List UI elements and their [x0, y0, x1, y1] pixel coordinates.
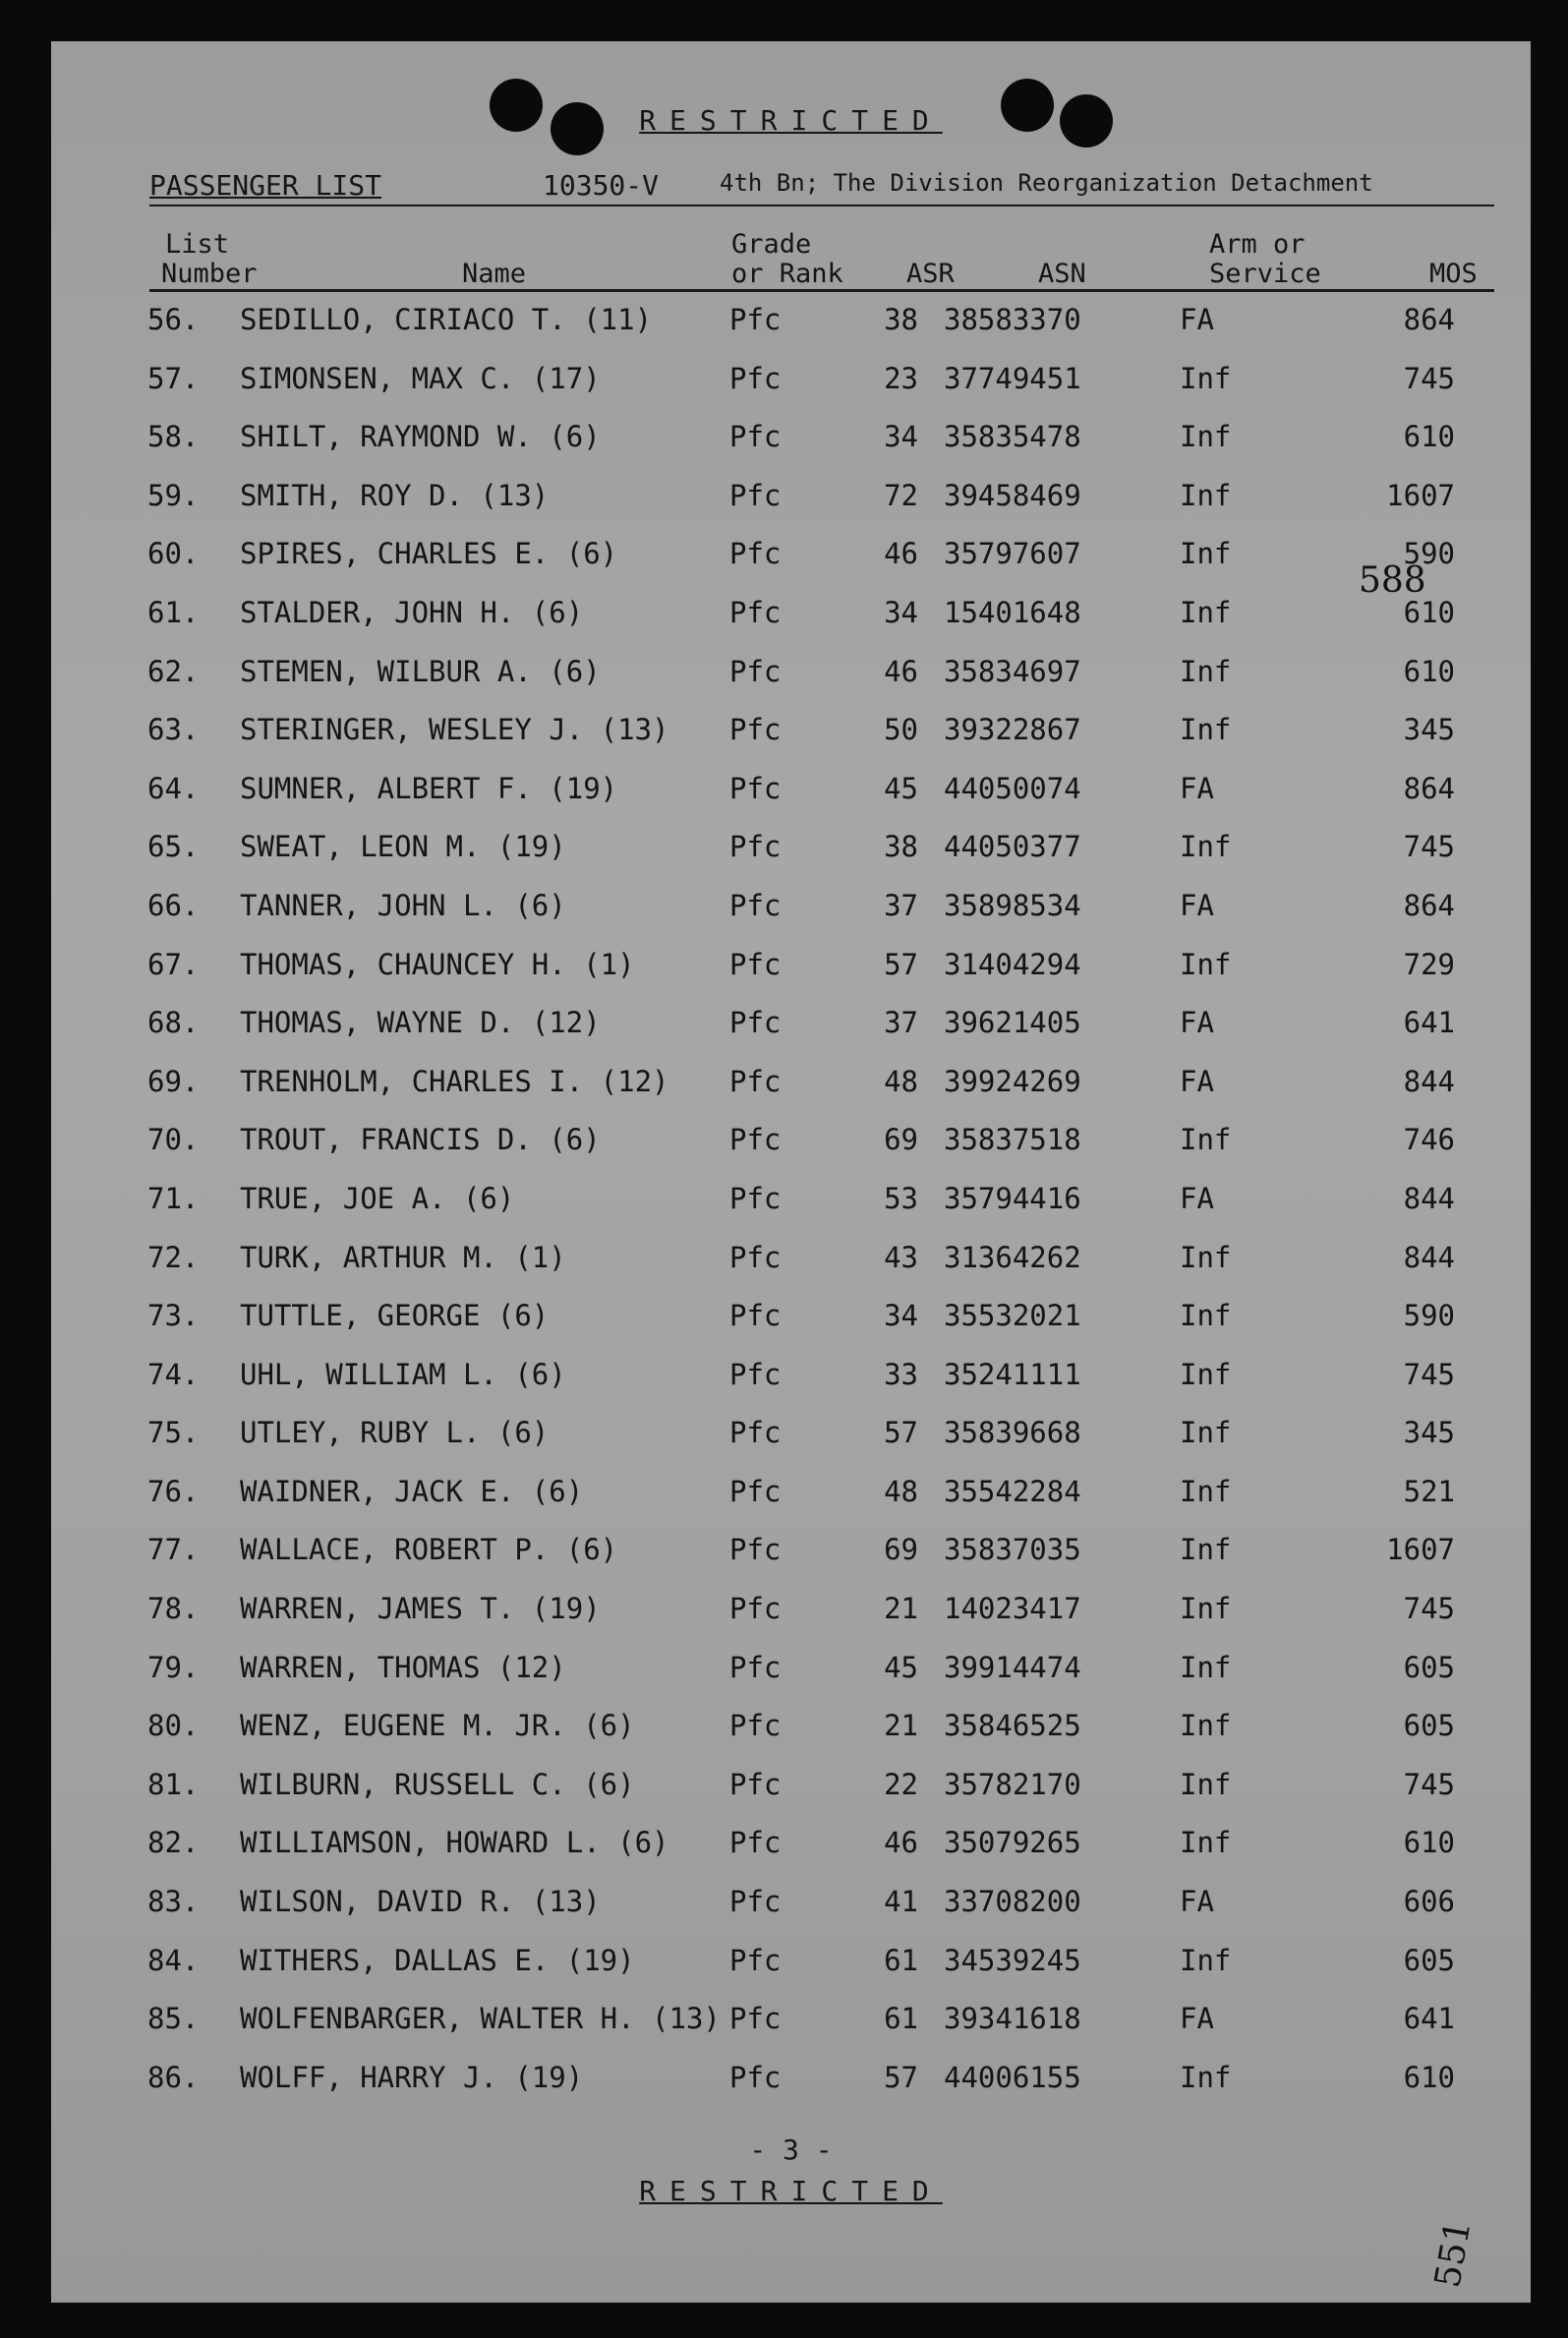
row-number: 82. — [147, 1826, 200, 1860]
row-asr: 69 — [884, 1533, 918, 1567]
row-number: 76. — [147, 1474, 200, 1508]
table-row — [51, 875, 1531, 934]
row-asn: 44050377 — [944, 830, 1081, 864]
row-asn: 39924269 — [944, 1064, 1081, 1098]
row-number: 70. — [147, 1123, 200, 1157]
table-row — [51, 1109, 1531, 1168]
row-grade: Pfc — [729, 1709, 782, 1743]
row-asr: 33 — [884, 1357, 918, 1391]
table-row — [51, 1812, 1531, 1871]
row-arm: Inf — [1180, 1709, 1232, 1743]
row-asn: 35532021 — [944, 1299, 1081, 1333]
row-mos: 1607 — [1386, 1533, 1455, 1567]
row-name: WILSON, DAVID R. (13) — [240, 1885, 601, 1919]
row-grade: Pfc — [729, 830, 782, 864]
row-arm: FA — [1180, 2002, 1214, 2036]
row-arm: Inf — [1180, 1533, 1232, 1567]
row-name: TUTTLE, GEORGE (6) — [240, 1299, 550, 1333]
row-number: 83. — [147, 1885, 200, 1919]
row-asn: 31404294 — [944, 947, 1081, 981]
row-grade: Pfc — [729, 537, 782, 571]
row-mos: 844 — [1403, 1181, 1455, 1215]
row-name: UHL, WILLIAM L. (6) — [240, 1357, 566, 1391]
row-asn: 39621405 — [944, 1006, 1081, 1040]
row-arm: FA — [1180, 1885, 1214, 1919]
passenger-list-header — [149, 169, 1494, 206]
row-grade: Pfc — [729, 771, 782, 805]
row-arm: Inf — [1180, 595, 1232, 629]
row-name: WALLACE, ROBERT P. (6) — [240, 1533, 618, 1567]
col-grade-2: or Rank — [731, 259, 843, 289]
table-row — [51, 2047, 1531, 2106]
row-mos: 1607 — [1386, 478, 1455, 512]
row-asr: 37 — [884, 1006, 918, 1040]
row-asn: 35834697 — [944, 654, 1081, 688]
row-asr: 34 — [884, 595, 918, 629]
row-mos: 746 — [1403, 1123, 1455, 1157]
row-asr: 48 — [884, 1064, 918, 1098]
row-name: WITHERS, DALLAS E. (19) — [240, 1943, 635, 1977]
row-mos: 864 — [1403, 303, 1455, 336]
row-grade: Pfc — [729, 2002, 782, 2036]
row-grade: Pfc — [729, 1006, 782, 1040]
row-asn: 35835478 — [944, 420, 1081, 454]
row-number: 73. — [147, 1299, 200, 1333]
row-arm: Inf — [1180, 1240, 1232, 1274]
page-number: - 3 - — [749, 2133, 833, 2166]
row-asn: 37749451 — [944, 361, 1081, 395]
table-row — [51, 992, 1531, 1051]
table-row — [51, 1227, 1531, 1286]
row-asn: 35542284 — [944, 1474, 1081, 1508]
row-name: STALDER, JOHN H. (6) — [240, 595, 584, 629]
row-arm: Inf — [1180, 1826, 1232, 1860]
row-asr: 57 — [884, 1416, 918, 1450]
row-number: 56. — [147, 303, 200, 336]
row-number: 60. — [147, 537, 200, 571]
row-arm: Inf — [1180, 947, 1232, 981]
row-asr: 37 — [884, 888, 918, 922]
row-name: STERINGER, WESLEY J. (13) — [240, 713, 669, 747]
restricted-top-mark: RESTRICTED — [639, 104, 943, 137]
row-number: 81. — [147, 1767, 200, 1801]
row-arm: Inf — [1180, 1299, 1232, 1333]
document-page — [51, 41, 1531, 2303]
row-mos: 745 — [1403, 361, 1455, 395]
row-grade: Pfc — [729, 595, 782, 629]
row-name: WENZ, EUGENE M. JR. (6) — [240, 1709, 635, 1743]
row-name: SPIRES, CHARLES E. (6) — [240, 537, 618, 571]
row-mos: 590 — [1403, 537, 1455, 571]
table-row — [51, 1930, 1531, 1989]
row-asr: 41 — [884, 1885, 918, 1919]
row-number: 84. — [147, 1943, 200, 1977]
row-mos: 610 — [1403, 2060, 1455, 2094]
row-arm: Inf — [1180, 1123, 1232, 1157]
table-row — [51, 582, 1531, 641]
row-grade: Pfc — [729, 303, 782, 336]
row-number: 75. — [147, 1416, 200, 1450]
row-asn: 39914474 — [944, 1650, 1081, 1684]
row-grade: Pfc — [729, 1943, 782, 1977]
row-name: TRUE, JOE A. (6) — [240, 1181, 515, 1215]
table-row — [51, 289, 1531, 348]
row-mos: 864 — [1403, 771, 1455, 805]
row-name: TROUT, FRANCIS D. (6) — [240, 1123, 601, 1157]
table-row — [51, 1051, 1531, 1110]
row-number: 61. — [147, 595, 200, 629]
row-mos: 844 — [1403, 1240, 1455, 1274]
row-asn: 39322867 — [944, 713, 1081, 747]
row-asn: 35839668 — [944, 1416, 1081, 1450]
row-asr: 34 — [884, 1299, 918, 1333]
row-name: WAIDNER, JACK E. (6) — [240, 1474, 584, 1508]
row-name: THOMAS, CHAUNCEY H. (1) — [240, 947, 635, 981]
row-asr: 23 — [884, 361, 918, 395]
row-asr: 38 — [884, 303, 918, 336]
row-mos: 521 — [1403, 1474, 1455, 1508]
row-name: UTLEY, RUBY L. (6) — [240, 1416, 550, 1450]
table-row — [51, 1578, 1531, 1637]
col-mos: MOS — [1429, 259, 1478, 289]
table-row — [51, 1695, 1531, 1754]
row-name: WARREN, JAMES T. (19) — [240, 1592, 601, 1626]
row-asn: 38583370 — [944, 303, 1081, 336]
restricted-bottom-mark: RESTRICTED — [639, 2175, 943, 2207]
row-asn: 35846525 — [944, 1709, 1081, 1743]
row-grade: Pfc — [729, 654, 782, 688]
row-grade: Pfc — [729, 1474, 782, 1508]
row-mos: 605 — [1403, 1650, 1455, 1684]
row-grade: Pfc — [729, 478, 782, 512]
row-arm: Inf — [1180, 420, 1232, 454]
table-row — [51, 1285, 1531, 1344]
margin-note-right: 588 — [1359, 560, 1426, 601]
row-mos: 745 — [1403, 1592, 1455, 1626]
row-asr: 43 — [884, 1240, 918, 1274]
row-name: STEMEN, WILBUR A. (6) — [240, 654, 601, 688]
row-grade: Pfc — [729, 1416, 782, 1450]
table-row — [51, 1871, 1531, 1930]
row-number: 57. — [147, 361, 200, 395]
row-number: 63. — [147, 713, 200, 747]
row-name: TRENHOLM, CHARLES I. (12) — [240, 1064, 669, 1098]
row-mos: 864 — [1403, 888, 1455, 922]
row-name: WARREN, THOMAS (12) — [240, 1650, 566, 1684]
row-arm: Inf — [1180, 1357, 1232, 1391]
row-asr: 38 — [884, 830, 918, 864]
row-grade: Pfc — [729, 1064, 782, 1098]
row-arm: FA — [1180, 303, 1214, 336]
row-asn: 39458469 — [944, 478, 1081, 512]
table-row — [51, 523, 1531, 582]
col-asr: ASR — [906, 259, 955, 289]
table-row — [51, 1637, 1531, 1696]
row-asr: 46 — [884, 1826, 918, 1860]
row-grade: Pfc — [729, 947, 782, 981]
col-arm-2: Service — [1209, 259, 1321, 289]
row-arm: FA — [1180, 888, 1214, 922]
row-asr: 21 — [884, 1709, 918, 1743]
table-row — [51, 1754, 1531, 1813]
row-asn: 39341618 — [944, 2002, 1081, 2036]
row-mos: 610 — [1403, 1826, 1455, 1860]
table-row — [51, 1344, 1531, 1403]
row-asn: 33708200 — [944, 1885, 1081, 1919]
row-arm: Inf — [1180, 361, 1232, 395]
row-number: 64. — [147, 771, 200, 805]
row-asn: 35797607 — [944, 537, 1081, 571]
row-number: 62. — [147, 654, 200, 688]
row-asn: 14023417 — [944, 1592, 1081, 1626]
row-asr: 48 — [884, 1474, 918, 1508]
table-row — [51, 816, 1531, 875]
row-mos: 345 — [1403, 1416, 1455, 1450]
table-row — [51, 348, 1531, 407]
row-asr: 50 — [884, 713, 918, 747]
row-number: 67. — [147, 947, 200, 981]
row-asr: 45 — [884, 1650, 918, 1684]
row-mos: 844 — [1403, 1064, 1455, 1098]
row-number: 78. — [147, 1592, 200, 1626]
row-name: WILBURN, RUSSELL C. (6) — [240, 1767, 635, 1801]
col-list-2: Number — [161, 259, 258, 289]
row-mos: 641 — [1403, 2002, 1455, 2036]
row-name: THOMAS, WAYNE D. (12) — [240, 1006, 601, 1040]
passenger-list-label: PASSENGER LIST — [149, 169, 382, 202]
row-asn: 35898534 — [944, 888, 1081, 922]
row-asn: 35837035 — [944, 1533, 1081, 1567]
row-asn: 35794416 — [944, 1181, 1081, 1215]
row-number: 72. — [147, 1240, 200, 1274]
row-mos: 729 — [1403, 947, 1455, 981]
row-mos: 745 — [1403, 830, 1455, 864]
row-asn: 44050074 — [944, 771, 1081, 805]
row-number: 79. — [147, 1650, 200, 1684]
row-number: 77. — [147, 1533, 200, 1567]
row-asr: 46 — [884, 654, 918, 688]
row-asr: 21 — [884, 1592, 918, 1626]
row-arm: Inf — [1180, 1474, 1232, 1508]
row-grade: Pfc — [729, 1885, 782, 1919]
row-asr: 57 — [884, 2060, 918, 2094]
row-name: TANNER, JOHN L. (6) — [240, 888, 566, 922]
row-mos: 605 — [1403, 1709, 1455, 1743]
row-asr: 57 — [884, 947, 918, 981]
row-name: SMITH, ROY D. (13) — [240, 478, 550, 512]
passenger-rows — [51, 289, 1531, 2105]
row-name: WILLIAMSON, HOWARD L. (6) — [240, 1826, 669, 1860]
row-grade: Pfc — [729, 1533, 782, 1567]
table-row — [51, 1519, 1531, 1578]
row-grade: Pfc — [729, 1299, 782, 1333]
row-asn: 15401648 — [944, 595, 1081, 629]
row-name: WOLFF, HARRY J. (19) — [240, 2060, 584, 2094]
row-mos: 605 — [1403, 1943, 1455, 1977]
row-name: WOLFENBARGER, WALTER H. (13) — [240, 2002, 721, 2036]
row-mos: 606 — [1403, 1885, 1455, 1919]
row-arm: FA — [1180, 1006, 1214, 1040]
row-grade: Pfc — [729, 1240, 782, 1274]
row-number: 65. — [147, 830, 200, 864]
row-asn: 44006155 — [944, 2060, 1081, 2094]
table-row — [51, 1988, 1531, 2047]
row-asn: 35079265 — [944, 1826, 1081, 1860]
row-mos: 745 — [1403, 1767, 1455, 1801]
list-code: 10350-V — [543, 169, 660, 202]
table-row — [51, 934, 1531, 993]
row-name: SEDILLO, CIRIACO T. (11) — [240, 303, 653, 336]
row-name: SWEAT, LEON M. (19) — [240, 830, 566, 864]
row-asr: 61 — [884, 1943, 918, 1977]
row-number: 74. — [147, 1357, 200, 1391]
row-mos: 610 — [1403, 595, 1455, 629]
row-arm: Inf — [1180, 654, 1232, 688]
row-grade: Pfc — [729, 361, 782, 395]
row-asr: 69 — [884, 1123, 918, 1157]
row-number: 85. — [147, 2002, 200, 2036]
row-mos: 610 — [1403, 654, 1455, 688]
row-name: TURK, ARTHUR M. (1) — [240, 1240, 566, 1274]
row-grade: Pfc — [729, 2060, 782, 2094]
row-arm: FA — [1180, 1064, 1214, 1098]
row-asn: 31364262 — [944, 1240, 1081, 1274]
row-number: 59. — [147, 478, 200, 512]
col-asn: ASN — [1038, 259, 1086, 289]
row-asr: 45 — [884, 771, 918, 805]
row-mos: 345 — [1403, 713, 1455, 747]
row-grade: Pfc — [729, 1357, 782, 1391]
row-asn: 35782170 — [944, 1767, 1081, 1801]
row-arm: Inf — [1180, 1592, 1232, 1626]
table-row — [51, 465, 1531, 524]
column-headers — [149, 230, 1494, 292]
table-row — [51, 641, 1531, 700]
row-asr: 46 — [884, 537, 918, 571]
row-number: 68. — [147, 1006, 200, 1040]
row-name: SUMNER, ALBERT F. (19) — [240, 771, 618, 805]
row-mos: 745 — [1403, 1357, 1455, 1391]
row-grade: Pfc — [729, 713, 782, 747]
row-grade: Pfc — [729, 1592, 782, 1626]
row-grade: Pfc — [729, 1650, 782, 1684]
row-asn: 35837518 — [944, 1123, 1081, 1157]
row-arm: Inf — [1180, 1767, 1232, 1801]
row-arm: FA — [1180, 1181, 1214, 1215]
row-number: 86. — [147, 2060, 200, 2094]
row-mos: 610 — [1403, 420, 1455, 454]
row-arm: Inf — [1180, 478, 1232, 512]
unit-name: 4th Bn; The Division Reorganization Detachment — [720, 169, 1373, 197]
col-list-1: List — [165, 229, 230, 260]
row-number: 58. — [147, 420, 200, 454]
row-grade: Pfc — [729, 1181, 782, 1215]
col-name: Name — [462, 259, 527, 289]
row-number: 69. — [147, 1064, 200, 1098]
row-grade: Pfc — [729, 1826, 782, 1860]
row-arm: Inf — [1180, 830, 1232, 864]
table-row — [51, 1402, 1531, 1461]
row-arm: Inf — [1180, 1943, 1232, 1977]
row-grade: Pfc — [729, 1123, 782, 1157]
table-row — [51, 406, 1531, 465]
row-arm: Inf — [1180, 1416, 1232, 1450]
row-arm: Inf — [1180, 1650, 1232, 1684]
row-asn: 34539245 — [944, 1943, 1081, 1977]
table-row — [51, 699, 1531, 758]
row-arm: FA — [1180, 771, 1214, 805]
row-number: 66. — [147, 888, 200, 922]
table-row — [51, 1168, 1531, 1227]
row-grade: Pfc — [729, 1767, 782, 1801]
row-asr: 53 — [884, 1181, 918, 1215]
row-arm: Inf — [1180, 2060, 1232, 2094]
margin-note-bottom: 551 — [1427, 2217, 1480, 2291]
row-asr: 34 — [884, 420, 918, 454]
row-number: 71. — [147, 1181, 200, 1215]
row-grade: Pfc — [729, 888, 782, 922]
col-grade-1: Grade — [731, 229, 812, 260]
row-grade: Pfc — [729, 420, 782, 454]
table-row — [51, 1461, 1531, 1520]
row-mos: 590 — [1403, 1299, 1455, 1333]
row-number: 80. — [147, 1709, 200, 1743]
col-arm-1: Arm or — [1209, 229, 1306, 260]
row-name: SHILT, RAYMOND W. (6) — [240, 420, 601, 454]
row-name: SIMONSEN, MAX C. (17) — [240, 361, 601, 395]
row-asr: 61 — [884, 2002, 918, 2036]
row-asr: 72 — [884, 478, 918, 512]
row-mos: 641 — [1403, 1006, 1455, 1040]
row-asn: 35241111 — [944, 1357, 1081, 1391]
row-arm: Inf — [1180, 537, 1232, 571]
row-arm: Inf — [1180, 713, 1232, 747]
table-row — [51, 758, 1531, 817]
row-asr: 22 — [884, 1767, 918, 1801]
